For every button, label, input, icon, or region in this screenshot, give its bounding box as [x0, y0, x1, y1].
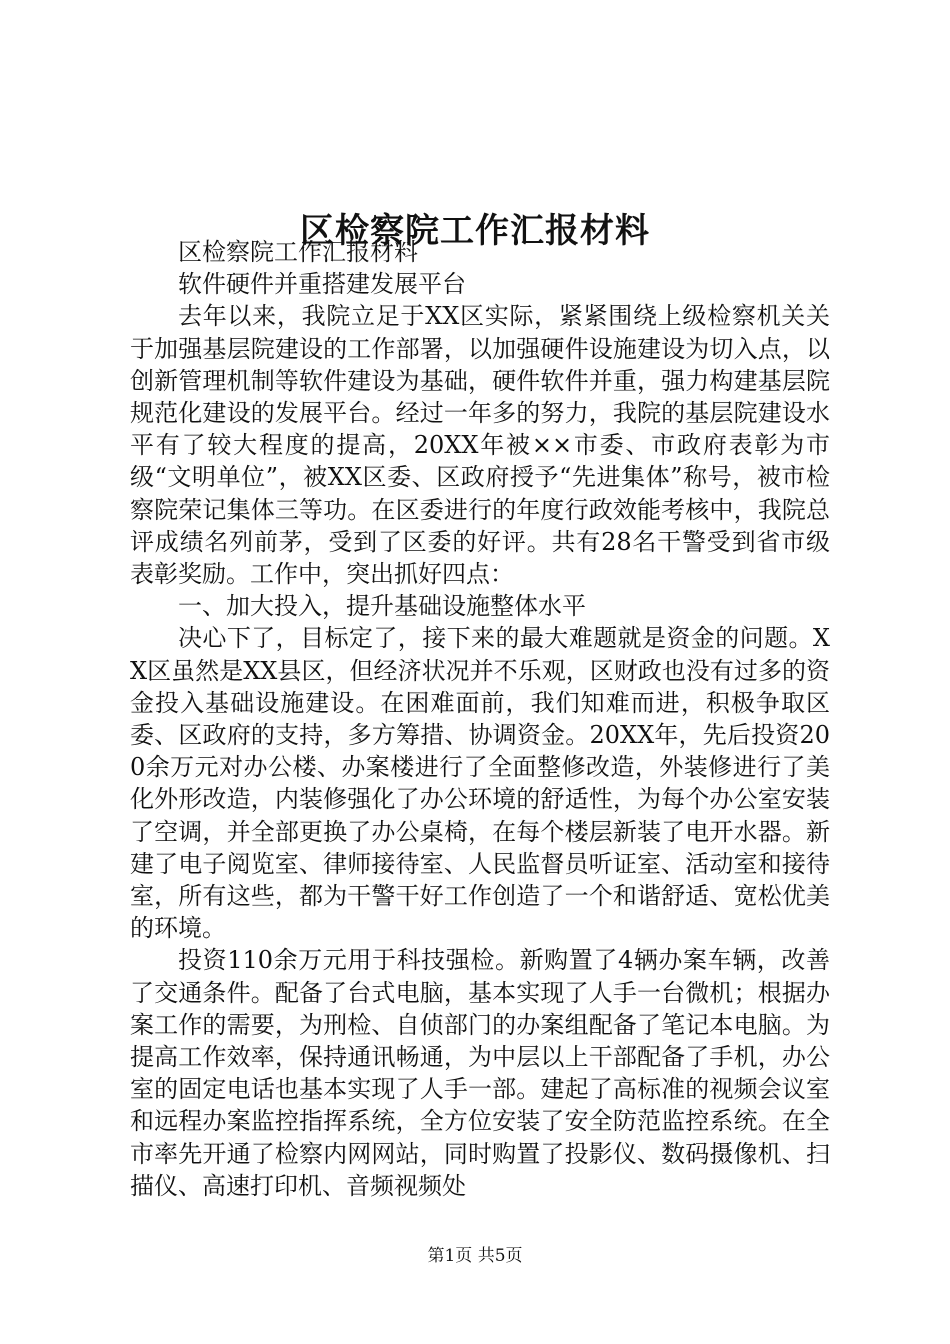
paragraph-heading: 软件硬件并重搭建发展平台	[178, 270, 466, 299]
paragraph-intro: 去年以来，我院立足于XX区实际，紧紧围绕上级检察机关关于加强基层院建设的工作部署，以加强硬件设施建设为切入点，以创新管理机制等软件建设为基础，硬件软件并重，强力构建基层院规范化建设的发展平台。经过一年多的努力，我院的基层院建设水平有了较大程度的提高，20XX年被××市委、市政府表彰为市级“文明单位”，被XX区委、区政府授予“先进集体”称号，被市检察院荣记集体三等功。在区委进行的年度行政效能考核中，我院总评成绩名列前茅，受到了区委的好评。共有28名干警受到省市级表彰奖励。工作中，突出抓好四点：	[130, 302, 830, 589]
paragraph-technology: 投资110余万元用于科技强检。新购置了4辆办案车辆，改善了交通条件。配备了台式电脑，基本实现了人手一台微机；根据办案工作的需要，为刑检、自侦部门的办案组配备了笔记本电脑。为提高工作效率，保持通讯畅通，为中层以上干部配备了手机，办公室的固定电话也基本实现了人手一部。建起了高标准的视频会议室和远程办案监控指挥系统，全方位安装了安全防范监控系统。在全市率先开通了检察内网网站，同时购置了投影仪、数码摄像机、扫描仪、高速打印机、音频视频处	[130, 946, 830, 1200]
section-heading-one: 一、加大投入，提升基础设施整体水平	[178, 592, 586, 621]
page-number: 第1页 共5页	[427, 1246, 523, 1266]
document-title: 区检察院工作汇报材料	[300, 210, 650, 251]
document-body	[130, 236, 830, 1202]
paragraph-funding: 决心下了，目标定了，接下来的最大难题就是资金的问题。XX区虽然是XX县区，但经济状况并不乐观，区财政也没有过多的资金投入基础设施建设。在困难面前，我们知难而进，积极争取区委、区政府的支持，多方筹措、协调资金。20XX年，先后投资200余万元对办公楼、办案楼进行了全面整修改造，外装修进行了美化外形改造，内装修强化了办公环境的舒适性，为每个办公室安装了空调，并全部更换了办公桌椅，在每个楼层新装了电开水器。新建了电子阅览室、律师接待室、人民监督员听证室、活动室和接待室，所有这些，都为干警干好工作创造了一个和谐舒适、宽松优美的环境。	[130, 624, 830, 943]
paragraph-subtitle: 区检察院工作汇报材料	[178, 238, 418, 266]
